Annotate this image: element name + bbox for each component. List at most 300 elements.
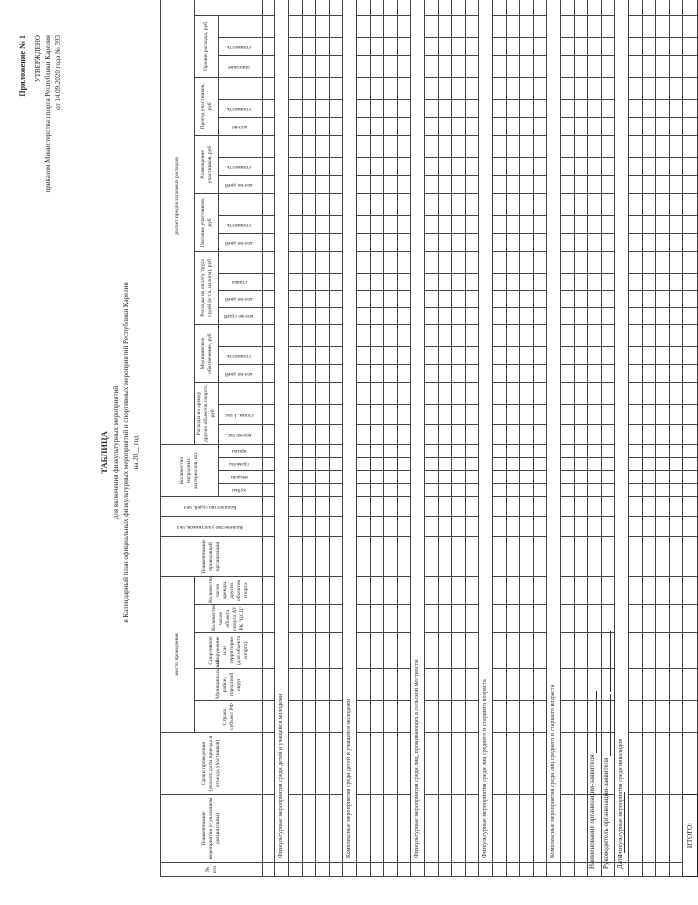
table-cell[interactable] <box>561 364 575 382</box>
table-cell[interactable] <box>656 251 670 273</box>
table-cell[interactable] <box>520 701 534 733</box>
table-cell[interactable] <box>588 273 602 290</box>
table-cell[interactable] <box>370 577 384 605</box>
table-cell[interactable] <box>506 233 520 251</box>
table-cell[interactable] <box>316 233 330 251</box>
table-cell[interactable] <box>656 669 670 701</box>
table-cell[interactable] <box>465 669 479 701</box>
table-cell[interactable] <box>588 577 602 605</box>
table-cell[interactable] <box>384 364 398 382</box>
table-cell[interactable] <box>656 135 670 157</box>
table-cell[interactable] <box>656 701 670 733</box>
table-cell[interactable] <box>370 175 384 193</box>
table-cell[interactable] <box>438 346 452 364</box>
table-cell[interactable] <box>302 273 316 290</box>
table-cell[interactable] <box>520 795 534 863</box>
table-cell[interactable] <box>302 175 316 193</box>
table-cell[interactable] <box>370 517 384 537</box>
table-cell[interactable] <box>357 135 371 157</box>
table-cell[interactable] <box>370 117 384 135</box>
table-cell[interactable] <box>370 99 384 117</box>
table-cell[interactable] <box>533 795 547 863</box>
table-cell[interactable] <box>574 733 588 795</box>
table-cell[interactable] <box>601 471 615 484</box>
table-cell[interactable] <box>629 701 643 733</box>
table-cell[interactable] <box>533 364 547 382</box>
table-cell[interactable] <box>601 458 615 471</box>
table-cell[interactable] <box>384 157 398 175</box>
table-cell[interactable] <box>452 251 466 273</box>
table-cell[interactable] <box>669 424 683 444</box>
table-cell[interactable] <box>574 15 588 37</box>
table-cell[interactable] <box>425 633 439 669</box>
table-cell[interactable] <box>574 497 588 517</box>
table-cell[interactable] <box>669 605 683 633</box>
table-cell[interactable] <box>397 733 411 795</box>
table-cell[interactable] <box>669 497 683 517</box>
table-cell[interactable] <box>438 37 452 55</box>
table-cell[interactable] <box>425 215 439 233</box>
table-cell[interactable] <box>316 0 330 15</box>
table-cell[interactable] <box>588 424 602 444</box>
table-cell[interactable] <box>588 605 602 633</box>
table-cell[interactable] <box>493 863 507 877</box>
table-cell[interactable] <box>574 458 588 471</box>
table-cell[interactable] <box>642 795 656 863</box>
table-cell[interactable] <box>642 324 656 346</box>
total-cell[interactable] <box>683 193 698 215</box>
table-cell[interactable] <box>370 382 384 404</box>
table-cell[interactable] <box>520 15 534 37</box>
table-cell[interactable] <box>574 669 588 701</box>
table-cell[interactable] <box>533 444 547 457</box>
table-cell[interactable] <box>588 346 602 364</box>
table-cell[interactable] <box>520 404 534 424</box>
table-cell[interactable] <box>669 0 683 15</box>
table-cell[interactable] <box>316 633 330 669</box>
table-cell[interactable] <box>397 669 411 701</box>
table-cell[interactable] <box>357 346 371 364</box>
table-cell[interactable] <box>316 382 330 404</box>
table-cell[interactable] <box>533 135 547 157</box>
table-cell[interactable] <box>656 157 670 175</box>
table-cell[interactable] <box>561 733 575 795</box>
table-cell[interactable] <box>425 795 439 863</box>
table-cell[interactable] <box>574 537 588 577</box>
table-cell[interactable] <box>289 117 303 135</box>
table-cell[interactable] <box>370 863 384 877</box>
table-cell[interactable] <box>533 346 547 364</box>
table-cell[interactable] <box>452 37 466 55</box>
table-cell[interactable] <box>438 157 452 175</box>
table-cell[interactable] <box>669 215 683 233</box>
total-cell[interactable] <box>683 215 698 233</box>
table-cell[interactable] <box>289 193 303 215</box>
table-cell[interactable] <box>561 382 575 404</box>
table-cell[interactable] <box>465 863 479 877</box>
table-cell[interactable] <box>656 382 670 404</box>
table-cell[interactable] <box>329 0 343 15</box>
table-cell[interactable] <box>533 290 547 307</box>
table-cell[interactable] <box>642 517 656 537</box>
table-cell[interactable] <box>520 193 534 215</box>
table-cell[interactable] <box>601 577 615 605</box>
table-cell[interactable] <box>384 497 398 517</box>
table-cell[interactable] <box>465 273 479 290</box>
table-cell[interactable] <box>656 99 670 117</box>
table-cell[interactable] <box>493 346 507 364</box>
table-cell[interactable] <box>656 471 670 484</box>
table-cell[interactable] <box>302 15 316 37</box>
table-cell[interactable] <box>642 307 656 324</box>
table-cell[interactable] <box>601 0 615 15</box>
table-cell[interactable] <box>302 0 316 15</box>
table-cell[interactable] <box>452 77 466 99</box>
table-cell[interactable] <box>656 863 670 877</box>
table-cell[interactable] <box>302 733 316 795</box>
table-cell[interactable] <box>642 215 656 233</box>
table-cell[interactable] <box>302 290 316 307</box>
table-cell[interactable] <box>629 517 643 537</box>
table-cell[interactable] <box>316 99 330 117</box>
table-cell[interactable] <box>601 537 615 577</box>
table-cell[interactable] <box>425 733 439 795</box>
table-cell[interactable] <box>452 233 466 251</box>
table-cell[interactable] <box>384 290 398 307</box>
table-cell[interactable] <box>629 795 643 863</box>
table-cell[interactable] <box>465 55 479 77</box>
table-cell[interactable] <box>329 99 343 117</box>
table-cell[interactable] <box>302 701 316 733</box>
table-cell[interactable] <box>438 273 452 290</box>
table-cell[interactable] <box>520 0 534 15</box>
table-cell[interactable] <box>397 537 411 577</box>
table-cell[interactable] <box>588 37 602 55</box>
table-cell[interactable] <box>561 577 575 605</box>
table-cell[interactable] <box>520 55 534 77</box>
total-cell[interactable] <box>683 497 698 517</box>
table-cell[interactable] <box>561 605 575 633</box>
table-cell[interactable] <box>656 307 670 324</box>
table-cell[interactable] <box>425 0 439 15</box>
table-cell[interactable] <box>629 193 643 215</box>
table-cell[interactable] <box>316 15 330 37</box>
table-cell[interactable] <box>574 577 588 605</box>
table-cell[interactable] <box>357 484 371 497</box>
table-cell[interactable] <box>370 497 384 517</box>
table-cell[interactable] <box>561 346 575 364</box>
table-cell[interactable] <box>561 863 575 877</box>
table-cell[interactable] <box>397 251 411 273</box>
table-cell[interactable] <box>506 484 520 497</box>
table-cell[interactable] <box>438 117 452 135</box>
table-cell[interactable] <box>493 633 507 669</box>
table-cell[interactable] <box>316 77 330 99</box>
table-cell[interactable] <box>465 424 479 444</box>
table-cell[interactable] <box>302 233 316 251</box>
table-cell[interactable] <box>384 537 398 577</box>
table-cell[interactable] <box>506 701 520 733</box>
table-cell[interactable] <box>561 117 575 135</box>
table-cell[interactable] <box>669 77 683 99</box>
table-cell[interactable] <box>520 215 534 233</box>
table-cell[interactable] <box>629 444 643 457</box>
table-cell[interactable] <box>425 290 439 307</box>
table-cell[interactable] <box>289 577 303 605</box>
table-cell[interactable] <box>601 605 615 633</box>
table-cell[interactable] <box>520 324 534 346</box>
table-cell[interactable] <box>438 193 452 215</box>
table-cell[interactable] <box>642 605 656 633</box>
table-cell[interactable] <box>384 404 398 424</box>
table-cell[interactable] <box>357 517 371 537</box>
table-cell[interactable] <box>561 99 575 117</box>
table-cell[interactable] <box>506 424 520 444</box>
table-cell[interactable] <box>669 733 683 795</box>
table-cell[interactable] <box>370 701 384 733</box>
table-cell[interactable] <box>533 458 547 471</box>
table-cell[interactable] <box>302 795 316 863</box>
table-cell[interactable] <box>520 307 534 324</box>
table-cell[interactable] <box>329 458 343 471</box>
table-cell[interactable] <box>357 444 371 457</box>
table-cell[interactable] <box>370 484 384 497</box>
table-cell[interactable] <box>384 424 398 444</box>
table-cell[interactable] <box>452 537 466 577</box>
table-cell[interactable] <box>601 251 615 273</box>
table-cell[interactable] <box>465 382 479 404</box>
table-cell[interactable] <box>601 404 615 424</box>
total-cell[interactable] <box>683 364 698 382</box>
table-cell[interactable] <box>384 55 398 77</box>
table-cell[interactable] <box>506 517 520 537</box>
table-cell[interactable] <box>561 458 575 471</box>
table-cell[interactable] <box>289 537 303 577</box>
table-cell[interactable] <box>601 517 615 537</box>
table-cell[interactable] <box>669 55 683 77</box>
table-cell[interactable] <box>438 701 452 733</box>
table-cell[interactable] <box>642 364 656 382</box>
table-cell[interactable] <box>601 364 615 382</box>
table-cell[interactable] <box>493 669 507 701</box>
total-cell[interactable] <box>683 471 698 484</box>
table-cell[interactable] <box>642 290 656 307</box>
table-cell[interactable] <box>289 701 303 733</box>
table-cell[interactable] <box>384 633 398 669</box>
table-cell[interactable] <box>316 733 330 795</box>
table-cell[interactable] <box>574 444 588 457</box>
table-cell[interactable] <box>669 290 683 307</box>
table-cell[interactable] <box>561 795 575 863</box>
table-cell[interactable] <box>574 233 588 251</box>
total-cell[interactable] <box>683 77 698 99</box>
table-cell[interactable] <box>493 537 507 577</box>
table-cell[interactable] <box>506 733 520 795</box>
table-cell[interactable] <box>465 497 479 517</box>
table-cell[interactable] <box>561 157 575 175</box>
table-cell[interactable] <box>316 251 330 273</box>
table-cell[interactable] <box>629 484 643 497</box>
total-cell[interactable] <box>683 537 698 577</box>
table-cell[interactable] <box>452 471 466 484</box>
table-cell[interactable] <box>574 117 588 135</box>
table-cell[interactable] <box>669 669 683 701</box>
table-cell[interactable] <box>642 251 656 273</box>
table-cell[interactable] <box>588 404 602 424</box>
table-cell[interactable] <box>574 157 588 175</box>
table-cell[interactable] <box>384 471 398 484</box>
table-cell[interactable] <box>397 193 411 215</box>
table-cell[interactable] <box>438 404 452 424</box>
table-cell[interactable] <box>289 215 303 233</box>
table-cell[interactable] <box>656 484 670 497</box>
table-cell[interactable] <box>329 444 343 457</box>
table-cell[interactable] <box>669 701 683 733</box>
table-cell[interactable] <box>357 175 371 193</box>
table-cell[interactable] <box>425 117 439 135</box>
footer-date-field[interactable] <box>616 792 625 854</box>
table-cell[interactable] <box>329 517 343 537</box>
table-cell[interactable] <box>316 701 330 733</box>
table-cell[interactable] <box>588 233 602 251</box>
table-cell[interactable] <box>329 15 343 37</box>
table-cell[interactable] <box>506 577 520 605</box>
table-cell[interactable] <box>302 99 316 117</box>
table-cell[interactable] <box>520 233 534 251</box>
table-cell[interactable] <box>425 444 439 457</box>
table-cell[interactable] <box>574 290 588 307</box>
table-cell[interactable] <box>533 471 547 484</box>
table-cell[interactable] <box>493 484 507 497</box>
table-cell[interactable] <box>533 605 547 633</box>
table-cell[interactable] <box>588 382 602 404</box>
table-cell[interactable] <box>574 135 588 157</box>
table-cell[interactable] <box>642 471 656 484</box>
table-cell[interactable] <box>289 364 303 382</box>
table-cell[interactable] <box>370 193 384 215</box>
table-cell[interactable] <box>506 863 520 877</box>
table-cell[interactable] <box>642 0 656 15</box>
table-cell[interactable] <box>533 382 547 404</box>
table-cell[interactable] <box>397 701 411 733</box>
table-cell[interactable] <box>506 157 520 175</box>
table-cell[interactable] <box>438 55 452 77</box>
table-cell[interactable] <box>520 633 534 669</box>
table-cell[interactable] <box>533 215 547 233</box>
table-cell[interactable] <box>493 15 507 37</box>
table-cell[interactable] <box>289 233 303 251</box>
table-cell[interactable] <box>316 458 330 471</box>
table-cell[interactable] <box>520 364 534 382</box>
table-cell[interactable] <box>370 605 384 633</box>
table-cell[interactable] <box>438 537 452 577</box>
table-cell[interactable] <box>601 324 615 346</box>
table-cell[interactable] <box>493 215 507 233</box>
table-cell[interactable] <box>452 157 466 175</box>
table-cell[interactable] <box>384 382 398 404</box>
table-cell[interactable] <box>452 458 466 471</box>
table-cell[interactable] <box>669 795 683 863</box>
table-cell[interactable] <box>520 346 534 364</box>
table-cell[interactable] <box>493 324 507 346</box>
table-cell[interactable] <box>329 157 343 175</box>
table-cell[interactable] <box>601 290 615 307</box>
table-cell[interactable] <box>533 484 547 497</box>
footer-org-field[interactable] <box>588 691 597 753</box>
table-cell[interactable] <box>493 99 507 117</box>
table-cell[interactable] <box>561 424 575 444</box>
table-cell[interactable] <box>425 364 439 382</box>
table-cell[interactable] <box>642 273 656 290</box>
table-cell[interactable] <box>669 346 683 364</box>
table-cell[interactable] <box>316 795 330 863</box>
table-cell[interactable] <box>329 37 343 55</box>
table-cell[interactable] <box>656 233 670 251</box>
table-cell[interactable] <box>574 795 588 863</box>
table-cell[interactable] <box>533 404 547 424</box>
table-cell[interactable] <box>289 55 303 77</box>
table-cell[interactable] <box>370 733 384 795</box>
total-cell[interactable] <box>683 669 698 701</box>
table-cell[interactable] <box>601 424 615 444</box>
table-cell[interactable] <box>574 364 588 382</box>
table-cell[interactable] <box>316 404 330 424</box>
table-cell[interactable] <box>588 633 602 669</box>
table-cell[interactable] <box>574 215 588 233</box>
table-cell[interactable] <box>642 175 656 193</box>
table-cell[interactable] <box>465 157 479 175</box>
table-cell[interactable] <box>642 424 656 444</box>
table-cell[interactable] <box>601 99 615 117</box>
table-cell[interactable] <box>506 15 520 37</box>
table-cell[interactable] <box>629 458 643 471</box>
table-cell[interactable] <box>302 863 316 877</box>
table-cell[interactable] <box>533 669 547 701</box>
table-cell[interactable] <box>289 99 303 117</box>
table-cell[interactable] <box>452 15 466 37</box>
table-cell[interactable] <box>384 251 398 273</box>
table-cell[interactable] <box>588 99 602 117</box>
table-cell[interactable] <box>329 669 343 701</box>
table-cell[interactable] <box>384 0 398 15</box>
table-cell[interactable] <box>438 669 452 701</box>
table-cell[interactable] <box>329 324 343 346</box>
table-cell[interactable] <box>656 577 670 605</box>
table-cell[interactable] <box>384 175 398 193</box>
table-cell[interactable] <box>669 863 683 877</box>
table-cell[interactable] <box>397 517 411 537</box>
table-cell[interactable] <box>520 382 534 404</box>
table-cell[interactable] <box>561 701 575 733</box>
table-cell[interactable] <box>493 77 507 99</box>
table-cell[interactable] <box>370 424 384 444</box>
table-cell[interactable] <box>357 307 371 324</box>
table-cell[interactable] <box>397 795 411 863</box>
table-cell[interactable] <box>397 863 411 877</box>
table-cell[interactable] <box>669 324 683 346</box>
table-cell[interactable] <box>642 404 656 424</box>
table-cell[interactable] <box>629 537 643 577</box>
table-cell[interactable] <box>397 484 411 497</box>
table-cell[interactable] <box>384 444 398 457</box>
table-cell[interactable] <box>588 497 602 517</box>
table-cell[interactable] <box>384 193 398 215</box>
table-cell[interactable] <box>425 404 439 424</box>
table-cell[interactable] <box>438 577 452 605</box>
table-cell[interactable] <box>357 701 371 733</box>
table-cell[interactable] <box>438 795 452 863</box>
table-cell[interactable] <box>438 444 452 457</box>
